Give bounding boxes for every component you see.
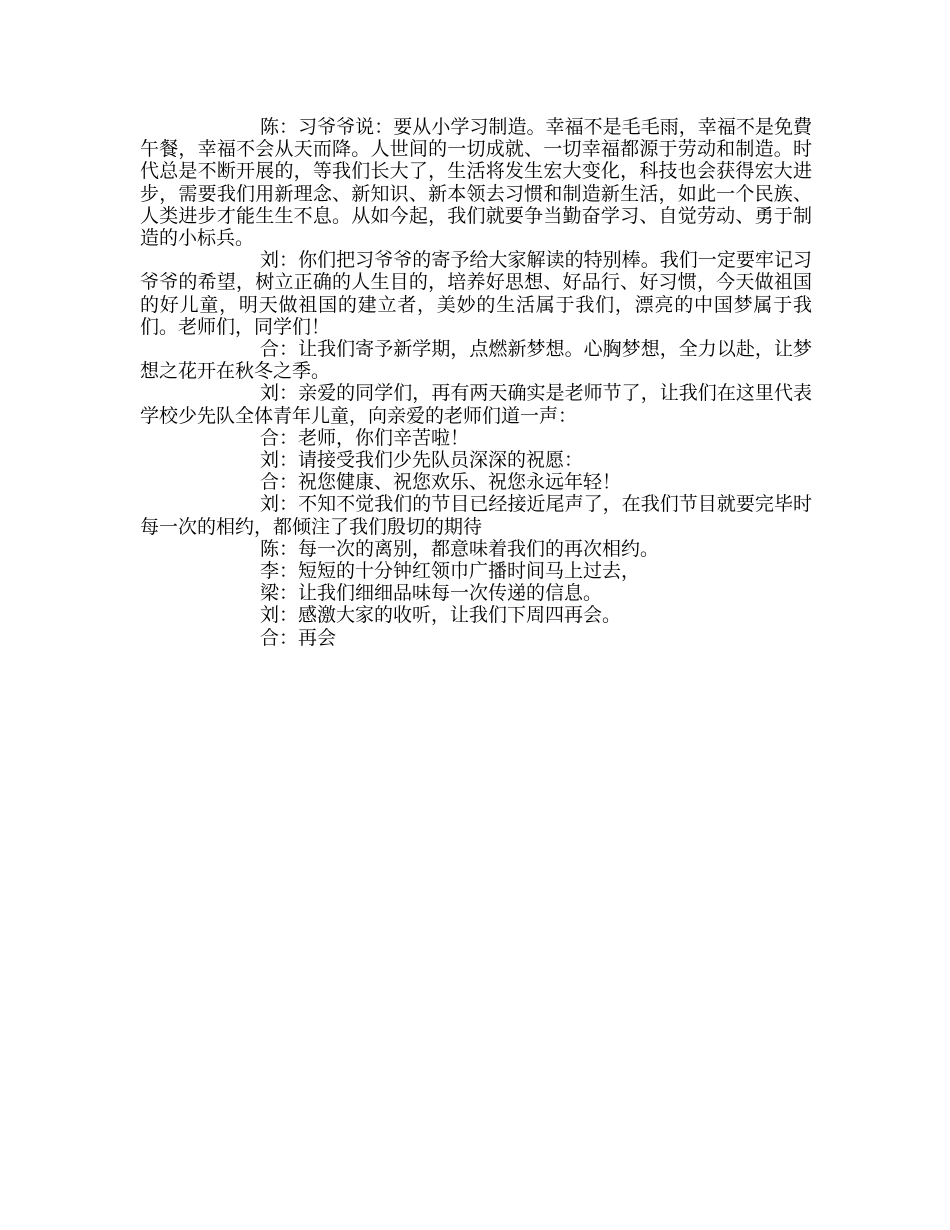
paragraph-li-time: 李：短短的十分钟红领巾广播时间马上过去， — [260, 560, 641, 583]
paragraph-liang-message: 梁：让我们细细品味每一次传递的信息。 — [260, 582, 603, 605]
paragraph-together-thanks: 合：老师，你们辛苦啦！ — [260, 426, 470, 449]
paragraph-chen-farewell: 陈：每一次的离别，都意味着我们的再次相约。 — [260, 537, 660, 560]
paragraph-liu-wishes: 刘：请接受我们少先队员深深的祝愿： — [260, 449, 584, 472]
paragraph-liu-response: 刘：你们把习爷爷的寄予给大家解读的特别棒。我们一定要牢记习爷爷的希望，树立正确的人生目的，培养好思想、好品行、好习惯，今天做祖国的好儿童，明天做祖国的建立者，美妙的生活属于我们，漂亮的中国梦属于我们。老师们，同学们！ — [140, 249, 812, 338]
paragraph-together-dream: 合：让我们寄予新学期，点燃新梦想。心胸梦想，全力以赴，让梦想之花开在秋冬之季。 — [140, 338, 812, 383]
paragraph-chen-intro: 陈：习爷爷说：要从小学习制造。幸福不是毛毛雨，幸福不是免費午餐，幸福不会从天而降。人世间的一切成就、一切幸福都源于劳动和制造。时代总是不断开展的，等我们长大了，生活将发生宏大变化，科技也会获得宏大进步，需要我们用新理念、新知识、新本领去习惯和制造新生活，如此一个民族、人类进步才能生生不息。从如今起，我们就要争当勤奋学习、自觉劳动、勇于制造的小标兵。 — [140, 116, 812, 250]
paragraph-together-blessing: 合：祝您健康、祝您欢乐、祝您永远年轻！ — [260, 471, 622, 494]
paragraph-together-goodbye: 合：再会 — [260, 626, 337, 649]
paragraph-liu-ending: 刘：不知不觉我们的节目已经接近尾声了，在我们节目就要完毕时每一次的相约，都倾注了我们殷切的期待 — [140, 493, 812, 538]
paragraph-liu-thanks: 刘：感激大家的收听，让我们下周四再会。 — [260, 604, 622, 627]
document-body — [140, 116, 812, 649]
paragraph-liu-teachers-day: 刘：亲爱的同学们，再有两天确实是老师节了，让我们在这里代表学校少先队全体青年儿童，向亲爱的老师们道一声： — [140, 382, 812, 427]
